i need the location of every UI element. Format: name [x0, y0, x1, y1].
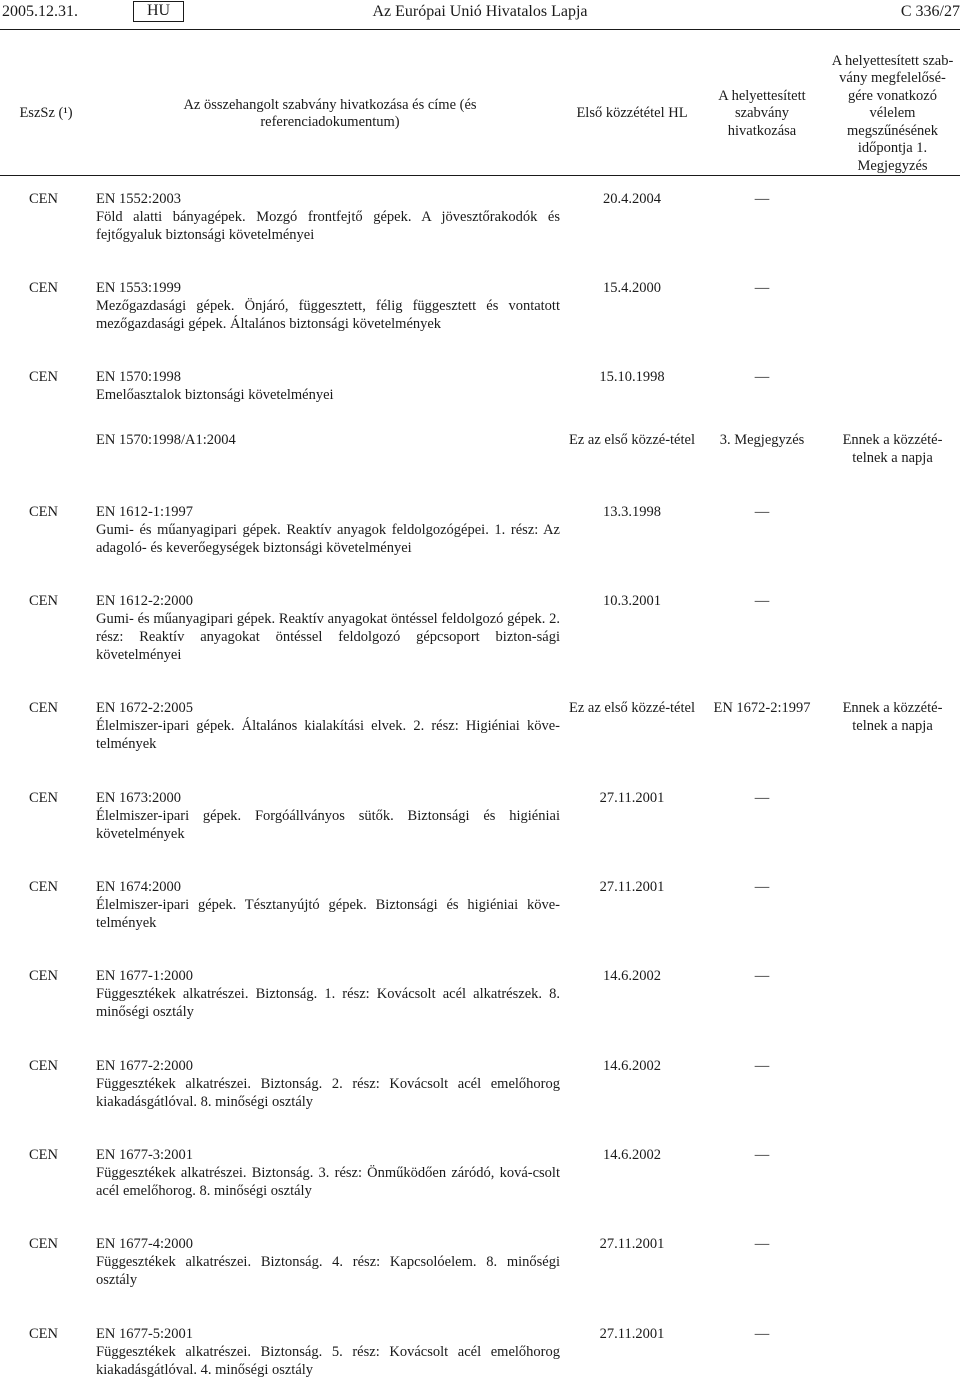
reference-cell [96, 431, 560, 449]
standard-number: EN 1677-5:2001 [96, 1326, 194, 1342]
reference-cell [96, 878, 560, 932]
column-header-reference [180, 58, 480, 170]
first-publication-cell: 15.10.1998 [599, 369, 665, 385]
org-cell: CEN [29, 790, 58, 806]
org-cell: CEN [29, 700, 58, 716]
replaced-standard-cell: — [754, 1236, 770, 1252]
org-cell: CEN [29, 369, 58, 385]
journal-title: Az Európai Unió Hivatalos Lapja [372, 3, 588, 20]
reference-cell [96, 279, 560, 333]
org-cell: CEN [29, 1147, 58, 1163]
standard-number: EN 1552:2003 [96, 191, 181, 207]
standard-number: EN 1612-1:1997 [96, 504, 194, 520]
reference-cell [96, 592, 560, 664]
column-header-org-label: EszSz (¹) [19, 105, 73, 122]
org-cell: CEN [29, 504, 58, 520]
replaced-standard-cell: — [754, 191, 770, 207]
org-cell: CEN [29, 280, 58, 296]
org-cell: CEN [29, 1058, 58, 1074]
first-publication-cell: 27.11.2001 [599, 790, 665, 806]
org-cell: CEN [29, 191, 58, 207]
standard-number: EN 1673:2000 [96, 790, 181, 806]
standard-number: EN 1677-2:2000 [96, 1058, 194, 1074]
page-reference: C 336/27 [900, 3, 960, 20]
column-header-first-publication-label: Első közzététel HL [576, 105, 688, 122]
org-cell: CEN [29, 879, 58, 895]
replaced-standard-cell: — [754, 1147, 770, 1163]
standard-title: Élelmiszer-ipari gépek. Tésztanyújtó gépek. Biztonsági és higiéniai köve-telmények [96, 897, 560, 931]
first-publication-cell: 14.6.2002 [603, 1058, 661, 1074]
column-header-first-publication [565, 58, 699, 170]
first-publication-cell: 27.11.2001 [599, 879, 665, 895]
standard-number: EN 1677-4:2000 [96, 1236, 194, 1252]
replaced-standard-cell: EN 1672-2:1997 [713, 700, 811, 716]
column-header-replaced-standard [712, 58, 812, 170]
standard-title: Függesztékek alkatrészei. Biztonság. 5. rész: Kovácsolt acél emelőhorog kiakadásgátlóval. 4. minőségi osztály [96, 1344, 560, 1378]
replaced-standard-cell: — [754, 369, 770, 385]
standard-number: EN 1674:2000 [96, 879, 181, 895]
replaced-standard-cell: — [754, 280, 770, 296]
reference-cell [96, 503, 560, 557]
standard-title: Függesztékek alkatrészei. Biztonság. 1. rész: Kovácsolt acél alkatrészek. 8. minőségi osztály [96, 986, 560, 1020]
first-publication-cell: 14.6.2002 [603, 968, 661, 984]
column-header-cessation-date-label: A helyettesített szab-vány megfelelősé-gére vonatkozó vélelem megszűnésének időpontja 1. Megjegyzés [831, 52, 954, 174]
standard-title: Függesztékek alkatrészei. Biztonság. 4. rész: Kapcsolóelem. 8. minőségi osztály [96, 1254, 560, 1288]
standard-number: EN 1553:1999 [96, 280, 181, 296]
first-publication-cell: Ez az első közzé-tétel [569, 700, 695, 716]
first-publication-cell: 14.6.2002 [603, 1147, 661, 1163]
first-publication-cell: 27.11.2001 [599, 1236, 665, 1252]
standard-number: EN 1612-2:2000 [96, 593, 194, 609]
replaced-standard-cell: 3. Megjegyzés [719, 432, 805, 448]
cessation-date-cell: Ennek a közzété-telnek a napja [842, 432, 943, 466]
standard-number: EN 1677-3:2001 [96, 1147, 194, 1163]
reference-cell [96, 368, 560, 404]
replaced-standard-cell: — [754, 790, 770, 806]
first-publication-cell: 15.4.2000 [603, 280, 661, 296]
standard-title: Élelmiszer-ipari gépek. Általános kialakítási elvek. 2. rész: Higiéniai köve-telmények [96, 718, 560, 752]
org-cell: CEN [29, 968, 58, 984]
replaced-standard-cell: — [754, 1058, 770, 1074]
issue-date: 2005.12.31. [2, 3, 78, 20]
column-header-org [0, 58, 92, 170]
standard-number: EN 1570:1998 [96, 369, 181, 385]
reference-cell [96, 1146, 560, 1200]
running-header [0, 0, 960, 30]
standard-number: EN 1570:1998/A1:2004 [96, 432, 236, 448]
first-publication-cell: 27.11.2001 [599, 1326, 665, 1342]
first-publication-cell: 20.4.2004 [603, 191, 661, 207]
reference-cell [96, 1057, 560, 1111]
standard-title: Mezőgazdasági gépek. Önjáró, függesztett, félig függesztett és vontatott mezőgazdasági gépek. Általános biztonsági követelmények [96, 298, 560, 332]
replaced-standard-cell: — [754, 1326, 770, 1342]
language-badge: HU [133, 1, 184, 22]
standard-title: Gumi- és műanyagipari gépek. Reaktív anyagokat öntéssel feldolgozó gépek. 2. rész: Reaktív anyagokat öntéssel feldolgozó gépcsoport bizton-sági követelményei [96, 611, 560, 663]
standard-title: Föld alatti bányagépek. Mozgó frontfejtő gépek. A jövesztőrakodók és fejtőgyaluk biztonsági követelményei [96, 209, 560, 243]
standard-title: Élelmiszer-ipari gépek. Forgóállványos sütők. Biztonsági és higiéniai követelmények [96, 808, 560, 842]
header-rule-top [0, 29, 960, 30]
standard-title: Függesztékek alkatrészei. Biztonság. 2. rész: Kovácsolt acél emelőhorog kiakadásgátlóval. 8. minőségi osztály [96, 1076, 560, 1110]
standard-title: Gumi- és műanyagipari gépek. Reaktív anyagok feldolgozógépei. 1. rész: Az adagoló- és keverőegységek biztonsági követelményei [96, 522, 560, 556]
reference-cell [96, 789, 560, 843]
first-publication-cell: 13.3.1998 [603, 504, 661, 520]
org-cell: CEN [29, 593, 58, 609]
standard-number: EN 1677-1:2000 [96, 968, 194, 984]
reference-cell [96, 699, 560, 753]
replaced-standard-cell: — [754, 593, 770, 609]
reference-cell [96, 1325, 560, 1379]
replaced-standard-cell: — [754, 968, 770, 984]
column-header-replaced-standard-label: A helyettesített szabvány hivatkozása [718, 87, 806, 139]
first-publication-cell: 10.3.2001 [603, 593, 661, 609]
column-header-cessation-date [830, 52, 955, 174]
reference-cell [96, 967, 560, 1021]
replaced-standard-cell: — [754, 879, 770, 895]
first-publication-cell: Ez az első közzé-tétel [569, 432, 695, 448]
column-header-reference-label: Az összehangolt szabvány hivatkozása és címe (és referenciadokumentum) [183, 96, 477, 130]
header-rule-bottom [0, 175, 960, 176]
org-cell: CEN [29, 1326, 58, 1342]
reference-cell [96, 190, 560, 244]
standard-title: Emelőasztalok biztonsági követelményei [96, 387, 334, 403]
replaced-standard-cell: — [754, 504, 770, 520]
standard-title: Függesztékek alkatrészei. Biztonság. 3. rész: Önműködően záródó, ková-csolt acél emelőhorog. 8. minőségi osztály [96, 1165, 560, 1199]
reference-cell [96, 1235, 560, 1289]
cessation-date-cell: Ennek a közzété-telnek a napja [842, 700, 943, 734]
org-cell: CEN [29, 1236, 58, 1252]
standard-number: EN 1672-2:2005 [96, 700, 194, 716]
